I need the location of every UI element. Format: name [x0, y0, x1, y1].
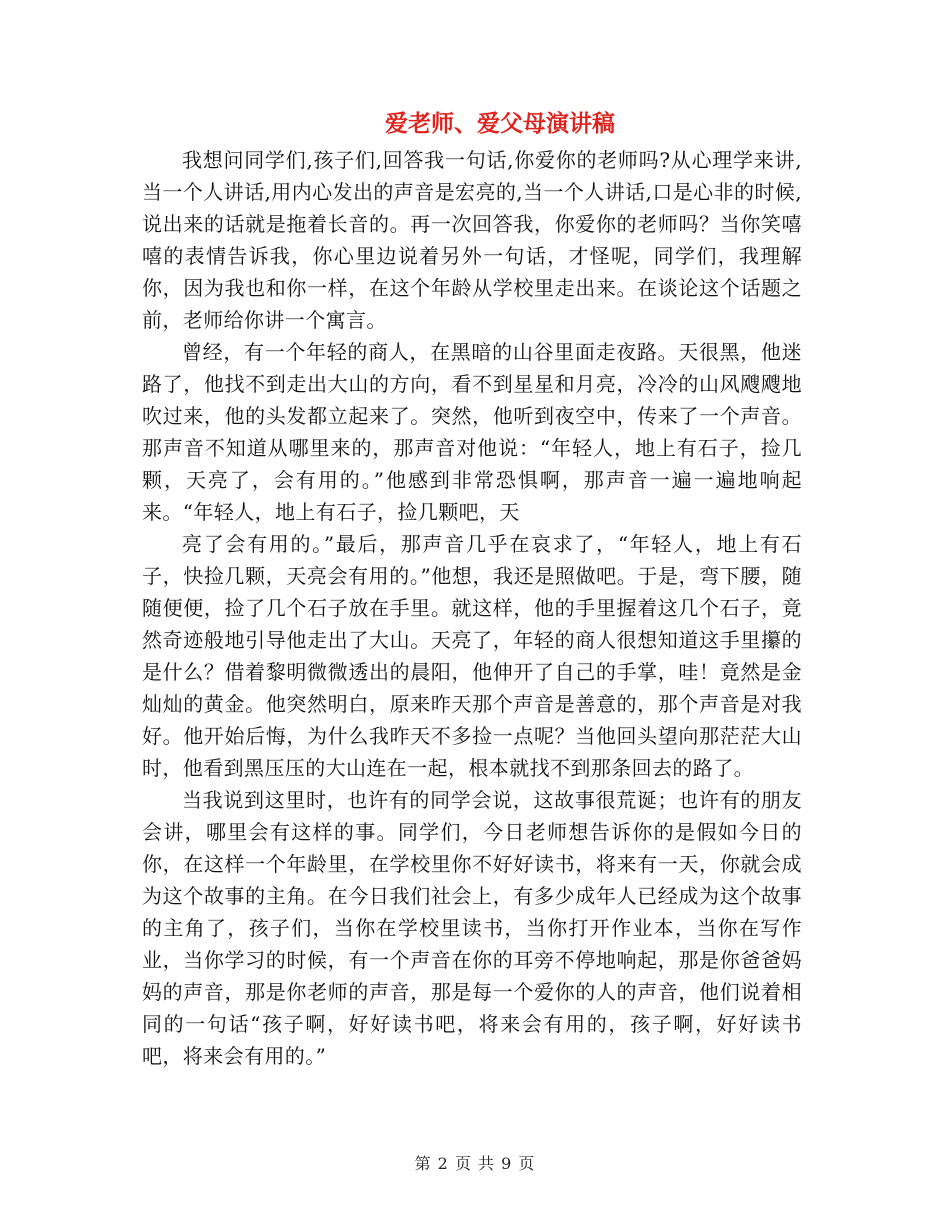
paragraph-3: 亮了会有用的。”最后，那声音几乎在哀求了，“年轻人，地上有石子，快捡几颗，天亮会有用的。”他想，我还是照做吧。于是，弯下腰，随随便便，捡了几个石子放在手里。就这样，他的手里握着这几个石子，竟然奇迹般地引导他走出了大山。天亮了，年轻的商人很想知道这手里攥的是什么？借着黎明微微透出的晨阳，他伸开了自己的手掌，哇！竟然是金灿灿的黄金。他突然明白，原来昨天那个声音是善意的，那个声音是对我好。他开始后悔，为什么我昨天不多捡一点呢？当他回头望向那茫茫大山时，他看到黑压压的大山连在一起，根本就找不到那条回去的路了。: [142, 532, 802, 780]
paragraph-2: 曾经，有一个年轻的商人，在黑暗的山谷里面走夜路。天很黑，他迷路了，他找不到走出大山的方向，看不到星星和月亮，冷冷的山风飕飕地吹过来，他的头发都立起来了。突然，他听到夜空中，传来了一个声音。那声音不知道从哪里来的，那声音对他说：“年轻人，地上有石子，捡几颗，天亮了，会有用的。”他感到非常恐惧啊，那声音一遍一遍地响起来。“年轻人，地上有石子，捡几颗吧，天: [142, 340, 802, 524]
paragraph-1: 我想问同学们,孩子们,回答我一句话,你爱你的老师吗?从心理学来讲,当一个人讲话,用内心发出的声音是宏亮的,当一个人讲话,口是心非的时候,说出来的话就是拖着长音的。再一次回答我，你爱你的老师吗？当你笑嘻嘻的表情告诉我，你心里边说着另外一句话，才怪呢，同学们，我理解你，因为我也和你一样，在这个年龄从学校里走出来。在谈论这个话题之前，老师给你讲一个寓言。: [142, 148, 802, 332]
paragraph-4: 当我说到这里时，也许有的同学会说，这故事很荒诞；也许有的朋友会讲，哪里会有这样的事。同学们，今日老师想告诉你的是假如今日的你，在这样一个年龄里，在学校里你不好好读书，将来有一天，你就会成为这个故事的主角。在今日我们社会上，有多少成年人已经成为这个故事的主角了，孩子们，当你在学校里读书，当你打开作业本，当你在写作业，当你学习的时候，有一个声音在你的耳旁不停地响起，那是你爸爸妈妈的声音，那是你老师的声音，那是每一个爱你的人的声音，他们说着相同的一句话“孩子啊，好好读书吧，将来会有用的，孩子啊，好好读书吧，将来会有用的。”: [142, 788, 802, 1068]
document-title: 爱老师、爱父母演讲稿: [385, 110, 615, 137]
page-number-footer: 第 2 页 共 9 页: [414, 1154, 536, 1173]
document-body: [142, 144, 802, 1072]
